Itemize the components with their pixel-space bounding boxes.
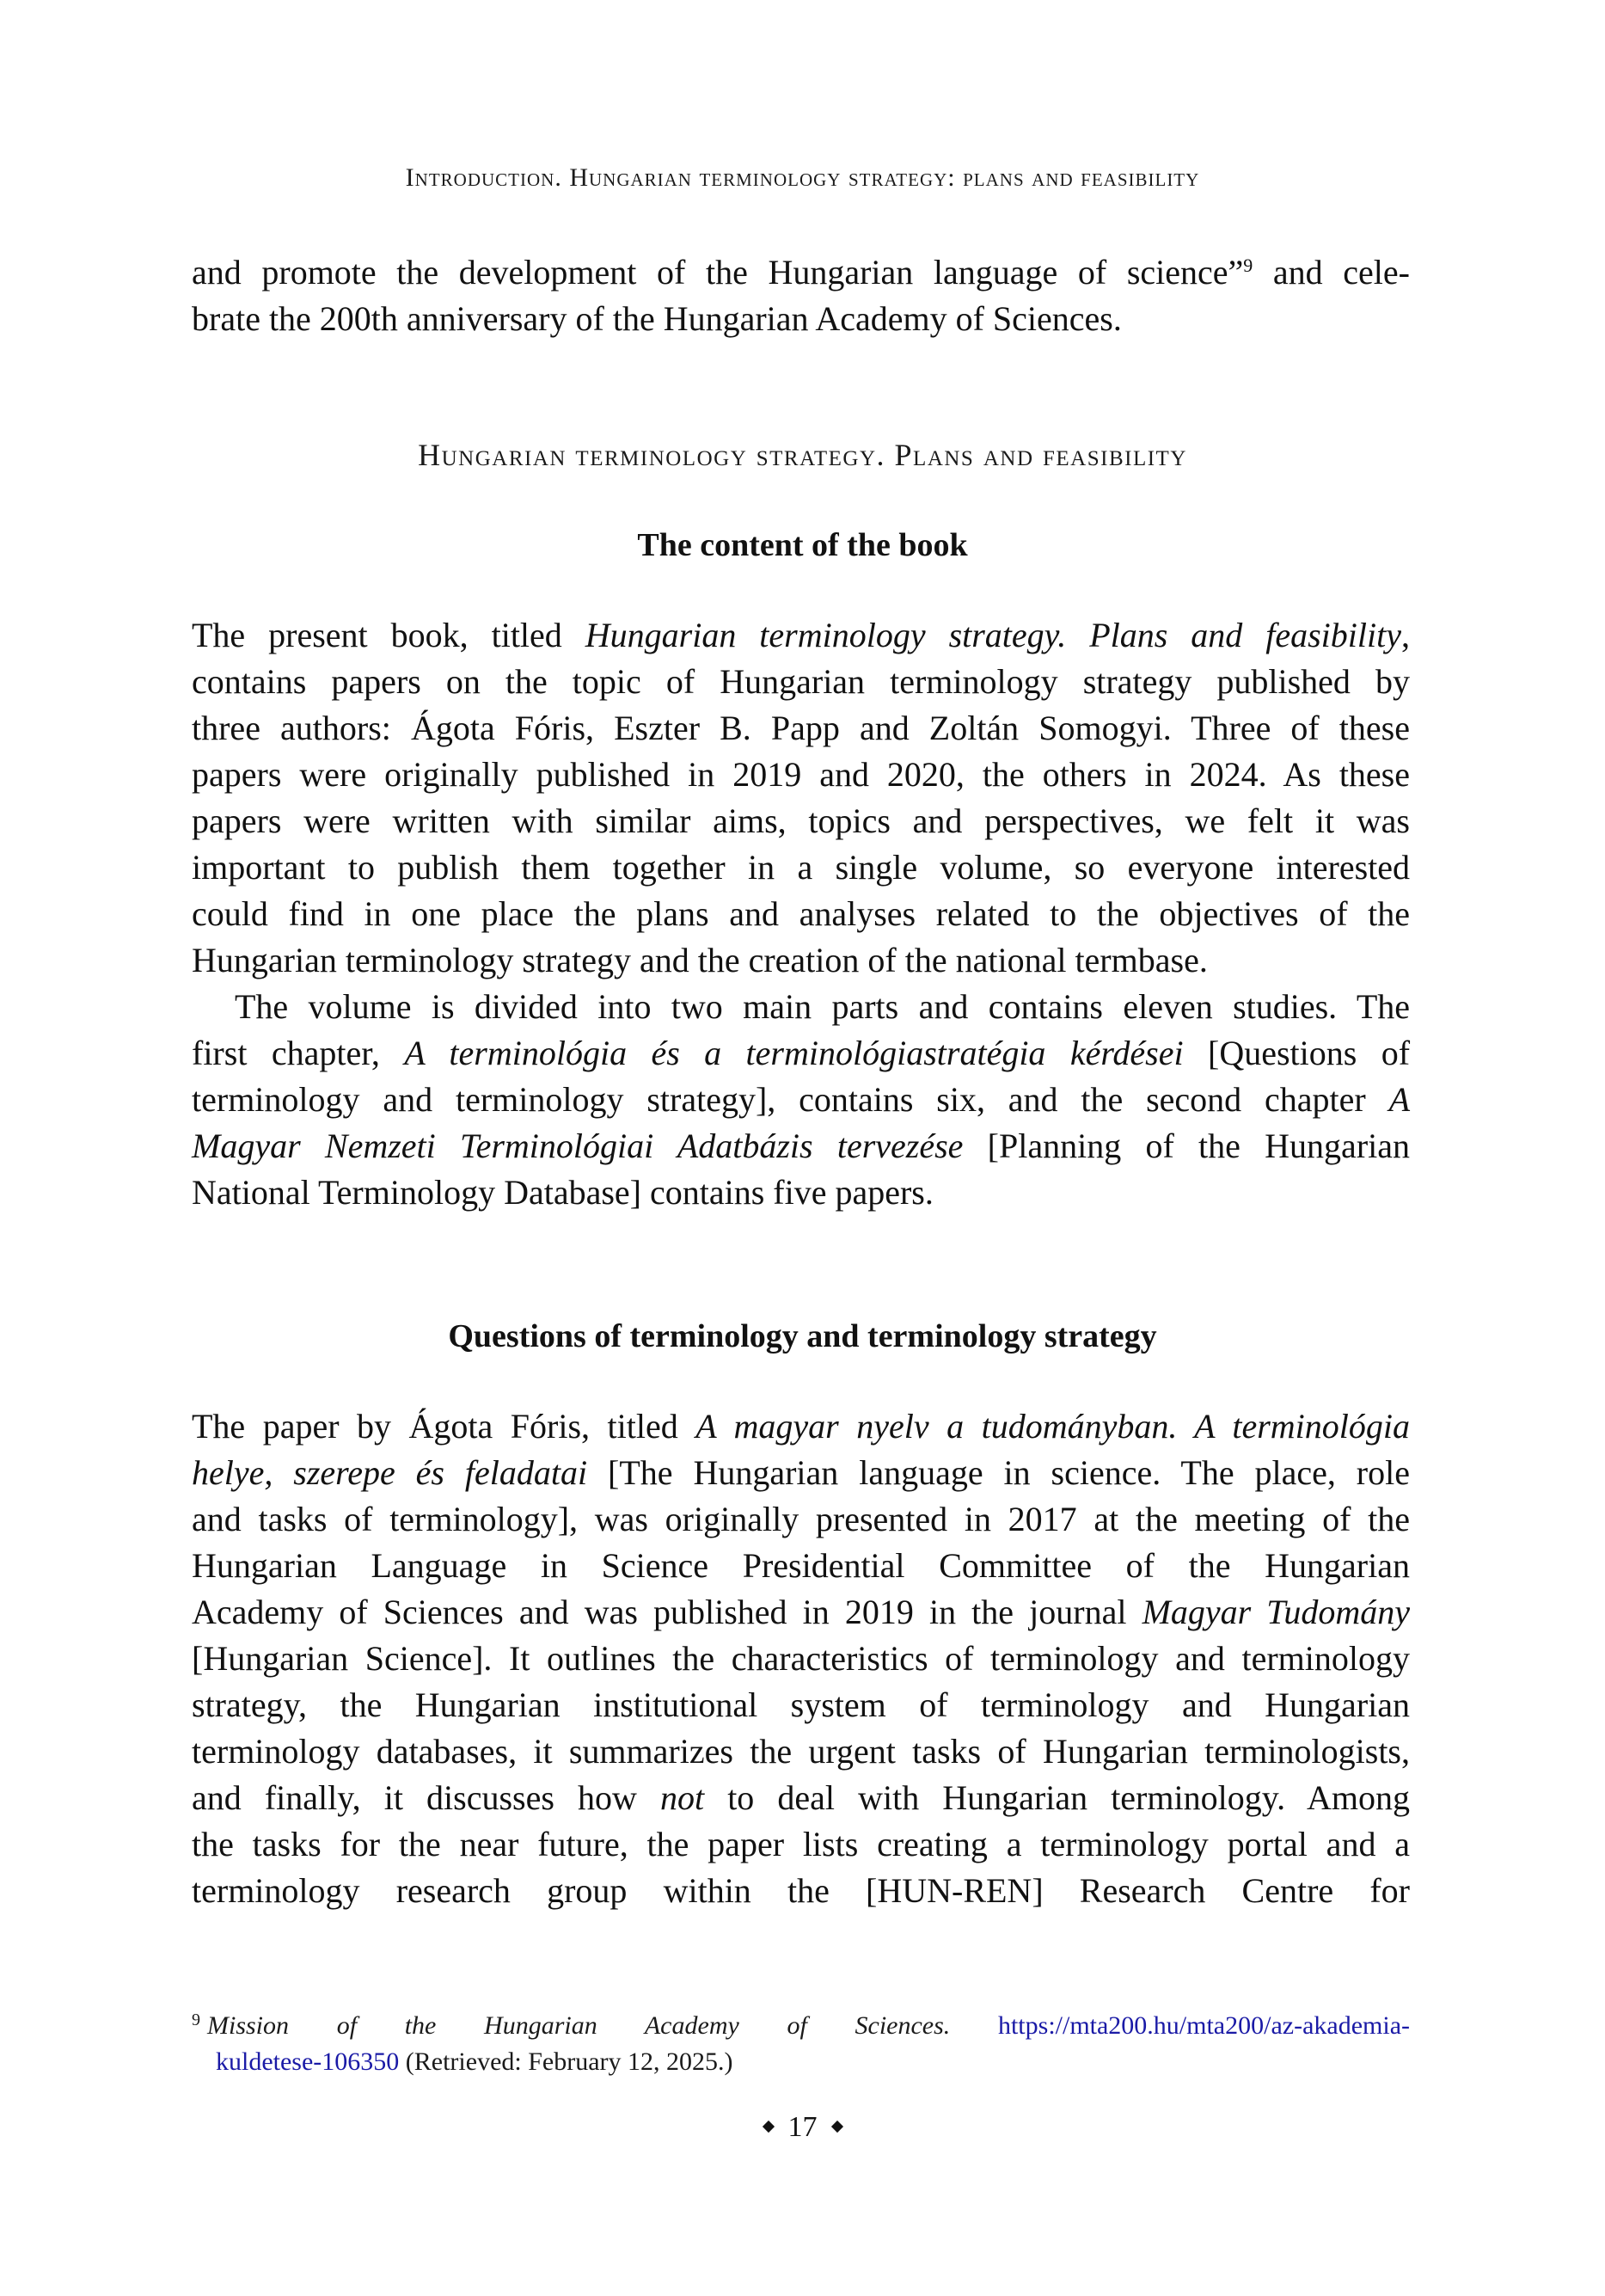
intro-continuation-paragraph xyxy=(192,249,1410,342)
paper-title-italic: helye, szerepe és feladatai xyxy=(192,1453,588,1492)
text-line xyxy=(192,1450,1410,1496)
diamond-ornament-icon xyxy=(762,2121,774,2133)
text-line: Hungarian Language in Science Presidential Committee of the Hungarian xyxy=(192,1546,1410,1585)
chapter-title-italic: A xyxy=(1388,1080,1410,1119)
footnote-9 xyxy=(192,2002,1410,2080)
text-line xyxy=(192,1077,1410,1123)
text-line xyxy=(192,1403,1410,1450)
footnote-number: 9 xyxy=(192,2011,200,2029)
text-line: papers were written with similar aims, topics and perspectives, we felt it was xyxy=(192,801,1410,840)
diamond-ornament-icon xyxy=(830,2121,842,2133)
text-run: [Planning of the Hungarian xyxy=(963,1127,1410,1165)
text-line: National Terminology Database] contains five papers. xyxy=(192,1173,934,1212)
footnote-reference[interactable]: 9 xyxy=(1243,255,1253,276)
text-run: , xyxy=(1401,616,1410,654)
emphasis-italic: not xyxy=(659,1778,705,1817)
text-line: important to publish them together in a single volume, so everyone interested xyxy=(192,848,1410,887)
footnote-line xyxy=(192,2002,1410,2044)
footnote-url-link[interactable]: https://mta200.hu/mta200/az-akademia- xyxy=(997,2011,1411,2040)
text-line xyxy=(192,1589,1410,1636)
text-line: strategy, the Hungarian institutional system of terminology and Hungarian xyxy=(192,1685,1410,1724)
text-line xyxy=(192,1123,1410,1169)
running-head: Introduction. Hungarian terminology strategy: plans and feasibility xyxy=(405,163,1200,192)
text-line: the tasks for the near future, the paper lists creating a terminology portal and a xyxy=(192,1825,1410,1863)
text-line: three authors: Ágota Fóris, Eszter B. Papp and Zoltán Somogyi. Three of these xyxy=(192,709,1410,747)
text-run: and cele- xyxy=(1253,253,1410,292)
text-run: brate the 200th anniversary of the Hungarian Academy of Sciences. xyxy=(192,299,1122,338)
text-line: [Hungarian Science]. It outlines the characteristics of terminology and terminology xyxy=(192,1639,1410,1678)
book-title-italic: Hungarian terminology strategy. Plans and feasibility xyxy=(585,616,1401,654)
chapter-title-italic: Magyar Nemzeti Terminológiai Adatbázis tervezése xyxy=(192,1127,964,1165)
footnote-url-link-continued[interactable]: kuldetese-106350 xyxy=(216,2047,400,2076)
questions-heading: Questions of terminology and terminology strategy xyxy=(448,1318,1157,1354)
page-number-footer xyxy=(0,2111,1605,2144)
text-line xyxy=(192,296,1410,342)
journal-title-italic: Magyar Tudomány xyxy=(1142,1593,1410,1631)
text-line: Hungarian terminology strategy and the creation of the national termbase. xyxy=(192,941,1208,979)
footnote-retrieved-date: (Retrieved: February 12, 2025.) xyxy=(399,2047,733,2076)
text-run: first chapter, xyxy=(192,1034,405,1072)
text-line: The volume is divided into two main parts and contains eleven studies. The xyxy=(235,987,1410,1026)
text-run: [Questions of xyxy=(1183,1034,1411,1072)
page-number: 17 xyxy=(787,2111,818,2143)
text-line xyxy=(192,1030,1410,1077)
text-run: terminology and terminology strategy], contains six, and the second chapter xyxy=(192,1080,1389,1119)
text-run: The paper by Ágota Fóris, titled xyxy=(192,1407,696,1446)
text-run: and finally, it discusses how xyxy=(192,1778,660,1817)
text-run: to deal with Hungarian terminology. Among xyxy=(704,1778,1410,1817)
text-line: and tasks of terminology], was originally presented in 2017 at the meeting of the xyxy=(192,1500,1410,1538)
text-line: could find in one place the plans and analyses related to the objectives of the xyxy=(192,894,1410,933)
text-line: terminology databases, it summarizes the urgent tasks of Hungarian terminologists, xyxy=(192,1732,1410,1771)
text-line: terminology research group within the [HUN-REN] Research Centre for xyxy=(192,1871,1410,1910)
section-title: Hungarian terminology strategy. Plans and feasibility xyxy=(418,438,1187,472)
text-line xyxy=(192,612,1410,659)
content-paragraph-2 xyxy=(192,984,1410,1216)
footnote-title: Mission of the Hungarian Academy of Sciences. xyxy=(207,2011,951,2040)
content-of-book-heading: The content of the book xyxy=(637,527,968,563)
text-run: and promote the development of the Hungarian language of science” xyxy=(192,253,1244,292)
text-run: [The Hungarian language in science. The place, role xyxy=(587,1453,1410,1492)
chapter-title-italic: A terminológia és a terminológiastratégia kérdései xyxy=(404,1034,1184,1072)
content-paragraph-1 xyxy=(192,612,1410,984)
text-run: Academy of Sciences and was published in 2019 in the journal xyxy=(192,1593,1142,1631)
paper-title-italic: A magyar nyelv a tudományban. A terminológia xyxy=(695,1407,1410,1446)
footnote-line xyxy=(192,2044,1410,2080)
text-line: contains papers on the topic of Hungarian terminology strategy published by xyxy=(192,662,1410,701)
questions-paragraph xyxy=(192,1403,1410,1914)
text-line xyxy=(192,1775,1410,1821)
text-run: The present book, titled xyxy=(192,616,585,654)
text-line xyxy=(192,249,1410,296)
text-line: papers were originally published in 2019 and 2020, the others in 2024. As these xyxy=(192,755,1410,794)
